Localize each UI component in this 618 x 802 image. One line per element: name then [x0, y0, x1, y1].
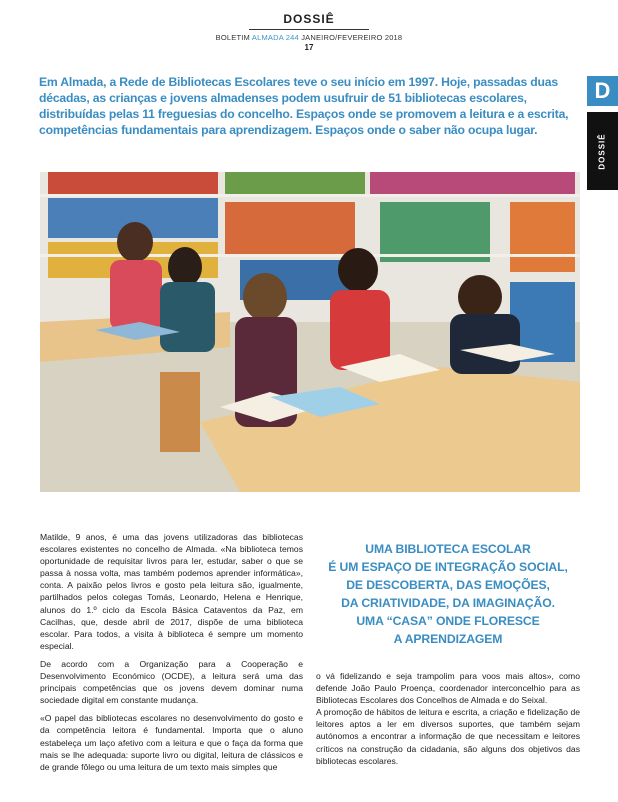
photo-illustration [40, 172, 580, 492]
pull-quote-line: UMA BIBLIOTECA ESCOLAR [365, 542, 531, 556]
section-side-tab [587, 112, 618, 190]
body-paragraph-1: Matilde, 9 anos, é uma das jovens utilizadoras das bibliotecas escolares existentes no concelho de Almada. «Na biblioteca temos oportunidade de requisitar livros para ler, estudar, saber o que se passa à nossa volta, mas também podemos aprender informática», conta. A paixão pelos livros e gosto pela leitura são, igualmente, partilhados pelos colegas Tomás, Leonardo, Helena e Henrique, alunos do 1.º ciclo da Escola Básica Cataventos da Paz, em Cacilhas, que, desde abril de 2017, dispõe de uma biblioteca escolar. Para todos, a visita à biblioteca é sempre um momento especial. [40, 532, 303, 651]
header-divider [249, 29, 369, 30]
section-letter-badge: D [587, 76, 618, 106]
issue-date: JANEIRO/FEVEREIRO 2018 [301, 33, 403, 42]
body-paragraph-2: De acordo com a Organização para a Cooperação e Desenvolvimento Económico (OCDE), a leitura será uma das principais competências que os jovens devem dominar numa sociedade digital em constante mudança. [40, 658, 303, 706]
page-header [0, 12, 618, 52]
section-title: DOSSIÊ [283, 12, 335, 26]
body-paragraph-4: o vá fidelizando e seja trampolim para voos mais altos», como defende João Paulo Proença, coordenador interconcelhio para as Bibliotecas Escolares dos Concelhos de Almada e do Seixal. [316, 671, 580, 706]
side-tab-label: DOSSIÊ [598, 132, 608, 170]
publication-accent: ALMADA 244 [251, 33, 299, 42]
article-left-column [40, 531, 303, 773]
page-number: 17 [304, 43, 314, 52]
library-photo [40, 172, 580, 492]
article-right-column [316, 670, 580, 767]
pull-quote-line: A APRENDIZAGEM [393, 632, 503, 646]
body-paragraph-3: «O papel das bibliotecas escolares no desenvolvimento do gosto e da competência leitora é fundamental. Importa que o aluno estabeleça um laço afetivo com a leitura e que o faça da forma que mais se lhe adequada: suporte livro ou digital, leitura de clássicos e de grande fôlego ou uma leitura de um texto mais simples que [40, 713, 303, 772]
pull-quote-line: UMA “CASA” ONDE FLORESCE [356, 614, 540, 628]
lead-paragraph: Em Almada, a Rede de Bibliotecas Escolares teve o seu início em 1997. Hoje, passadas duas décadas, as crianças e jovens almadenses podem usufruir de 51 bibliotecas escolares, distribuídas pelas 11 freguesias do concelho. Espaços onde se promovem a leitura e a escrita, competências fundamentais para aprendizagem. Espaços onde o saber não ocupa lugar. [39, 75, 569, 137]
body-paragraph-5: A promoção de hábitos de leitura e escrita, a criação e fidelização de leitores aptos a ler em diversos suportes, que também sejam autónomos a encontrar a informação de que necessitam e leitores críticos na construção da cidadania, são alguns dos objetivos das bibliotecas escolares. [316, 707, 580, 766]
publication-name: BOLETIM [215, 33, 250, 42]
pull-quote-line: DE DESCOBERTA, DAS EMOÇÕES, [346, 578, 550, 592]
pull-quote-line: DA CRIATIVIDADE, DA IMAGINAÇÃO. [341, 596, 555, 610]
publication-line [0, 33, 618, 42]
pull-quote [316, 540, 580, 648]
pull-quote-line: É UM ESPAÇO DE INTEGRAÇÃO SOCIAL, [328, 560, 568, 574]
